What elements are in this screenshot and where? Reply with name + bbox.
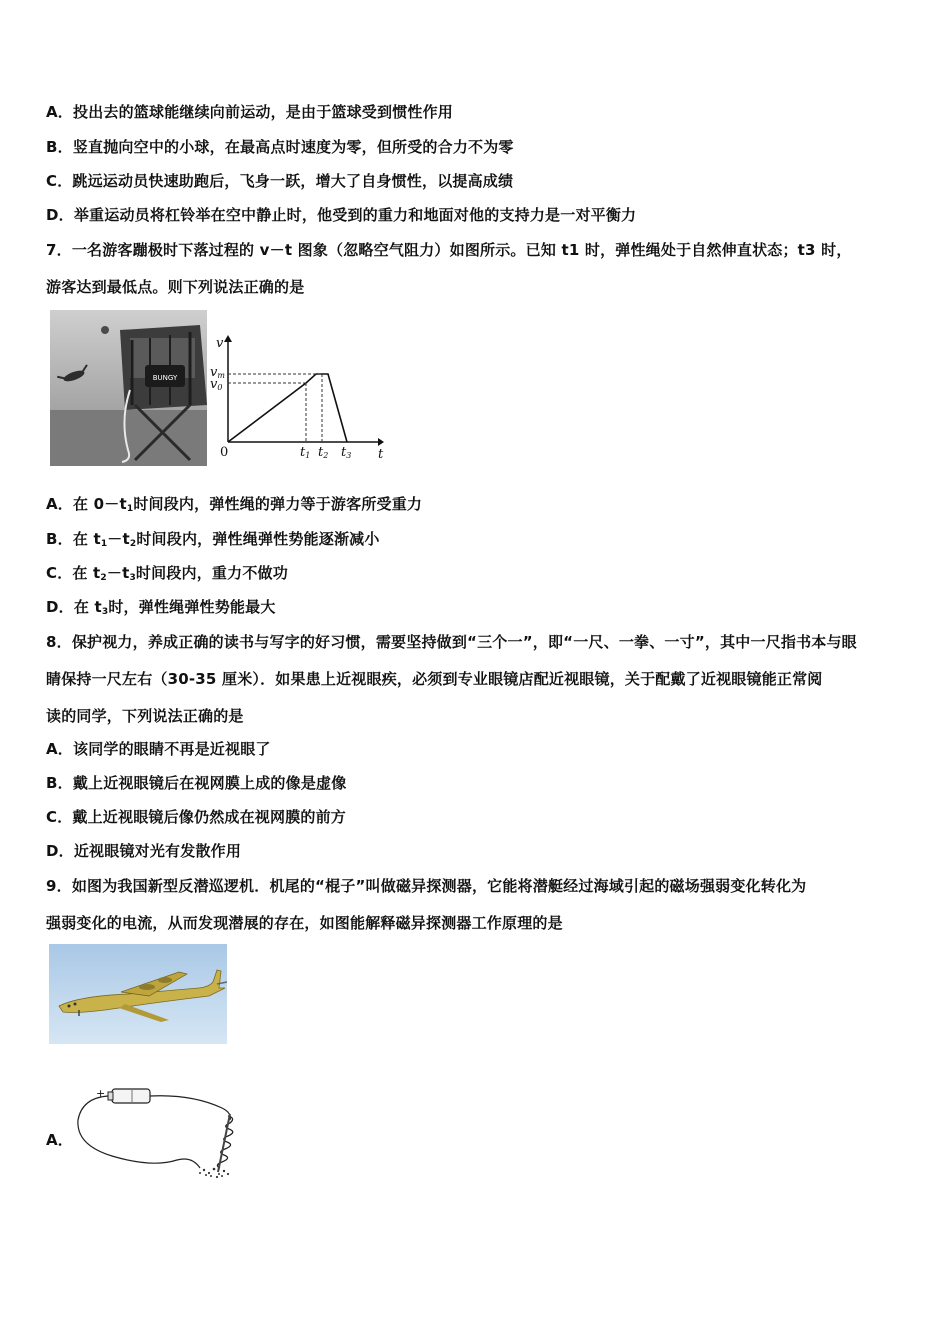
q9-option-a-label: A． bbox=[46, 1131, 74, 1149]
vm-label: v bbox=[210, 365, 218, 380]
t1-label: t bbox=[300, 445, 306, 460]
q8-stem-line2: 睛保持一尺左右（30-35 厘米）．如果患上近视眼疾，必须到专业眼镜店配近视眼镜，关于配戴了近视眼镜能正常阅 bbox=[46, 670, 823, 688]
t3-subscript: 3 bbox=[346, 451, 352, 460]
q6-option-d: D．举重运动员将杠铃举在空中静止时，他受到的重力和地面对他的支持力是一对平衡力 bbox=[46, 206, 637, 224]
q7-stem-line1: 7．一名游客蹦极时下落过程的 v－t 图象（忽略空气阻力）如图所示。已知 t1 时，弹性绳处于自然伸直状态；t3 时， bbox=[46, 241, 852, 259]
q8-stem-line3: 读的同学，下列说法正确的是 bbox=[46, 707, 244, 725]
origin-label: 0 bbox=[220, 445, 229, 460]
q8-option-c: C．戴上近视眼镜后像仍然成在视网膜的前方 bbox=[46, 808, 347, 826]
x-axis-label: t bbox=[378, 447, 384, 462]
q7-stem-line2: 游客达到最低点。则下列说法正确的是 bbox=[46, 278, 305, 296]
iron-filings-icon bbox=[199, 1168, 229, 1178]
bungee-photo bbox=[50, 310, 207, 466]
electromagnet-circuit-figure bbox=[72, 1080, 247, 1180]
v0-subscript: 0 bbox=[217, 383, 223, 392]
coil-icon bbox=[217, 1114, 232, 1172]
q6-option-b: B．竖直抛向空中的小球，在最高点时速度为零，但所受的合力不为零 bbox=[46, 138, 514, 156]
q8-stem-line1: 8．保护视力，养成正确的读书与写字的好习惯，需要坚持做到“三个一”，即“一尺、一拳、一寸”，其中一尺指书本与眼 bbox=[46, 633, 857, 651]
svg-text:t3 bbox=[341, 445, 351, 460]
t1-subscript: 1 bbox=[305, 451, 311, 460]
svg-text:t2 bbox=[318, 445, 328, 460]
q9-stem-line2: 强弱变化的电流，从而发现潜展的存在，如图能解释磁异探测器工作原理的是 bbox=[46, 914, 563, 932]
bungy-sign: BUNGY bbox=[152, 374, 178, 382]
q6-option-a: A．投出去的篮球能继续向前运动，是由于篮球受到惯性作用 bbox=[46, 103, 454, 121]
v0-label: v bbox=[210, 377, 218, 392]
patrol-aircraft-photo bbox=[49, 944, 227, 1044]
q7-option-a: A．在 $0-t_1$时间段内，弹性绳的弹力等于游客所受重力 bbox=[46, 495, 423, 514]
battery-icon bbox=[112, 1089, 150, 1103]
t3-label: t bbox=[341, 445, 347, 460]
q8-option-d: D．近视眼镜对光有发散作用 bbox=[46, 842, 242, 860]
q7-option-c: C．在 $t_2-t_3$时间段内，重力不做功 bbox=[46, 564, 288, 583]
vm-subscript: m bbox=[217, 371, 225, 380]
q6-option-c: C．跳远运动员快速助跑后，飞身一跃，增大了自身惯性，以提高成绩 bbox=[46, 172, 514, 190]
y-axis-label: v bbox=[216, 336, 224, 351]
q9-stem-line1: 9．如图为我国新型反潜巡逻机．机尾的“棍子”叫做磁异探测器，它能将潜艇经过海域引起的磁场强弱变化转化为 bbox=[46, 877, 807, 895]
t2-label: t bbox=[318, 445, 324, 460]
q7-option-d: D．在 $t_3$时，弹性绳弹性势能最大 bbox=[46, 598, 276, 617]
q8-option-a: A．该同学的眼睛不再是近视眼了 bbox=[46, 740, 271, 758]
circuit-wire bbox=[78, 1096, 200, 1168]
vt-graph bbox=[206, 330, 386, 465]
svg-text:t1 bbox=[300, 445, 310, 460]
velocity-curve bbox=[228, 374, 347, 442]
q7-option-b: B．在 $t_1-t_2$时间段内，弹性绳弹性势能逐渐减小 bbox=[46, 530, 380, 549]
battery-plus-sign: + bbox=[96, 1087, 106, 1100]
q8-option-b: B．戴上近视眼镜后在视网膜上成的像是虚像 bbox=[46, 774, 347, 792]
t2-subscript: 2 bbox=[323, 451, 329, 460]
